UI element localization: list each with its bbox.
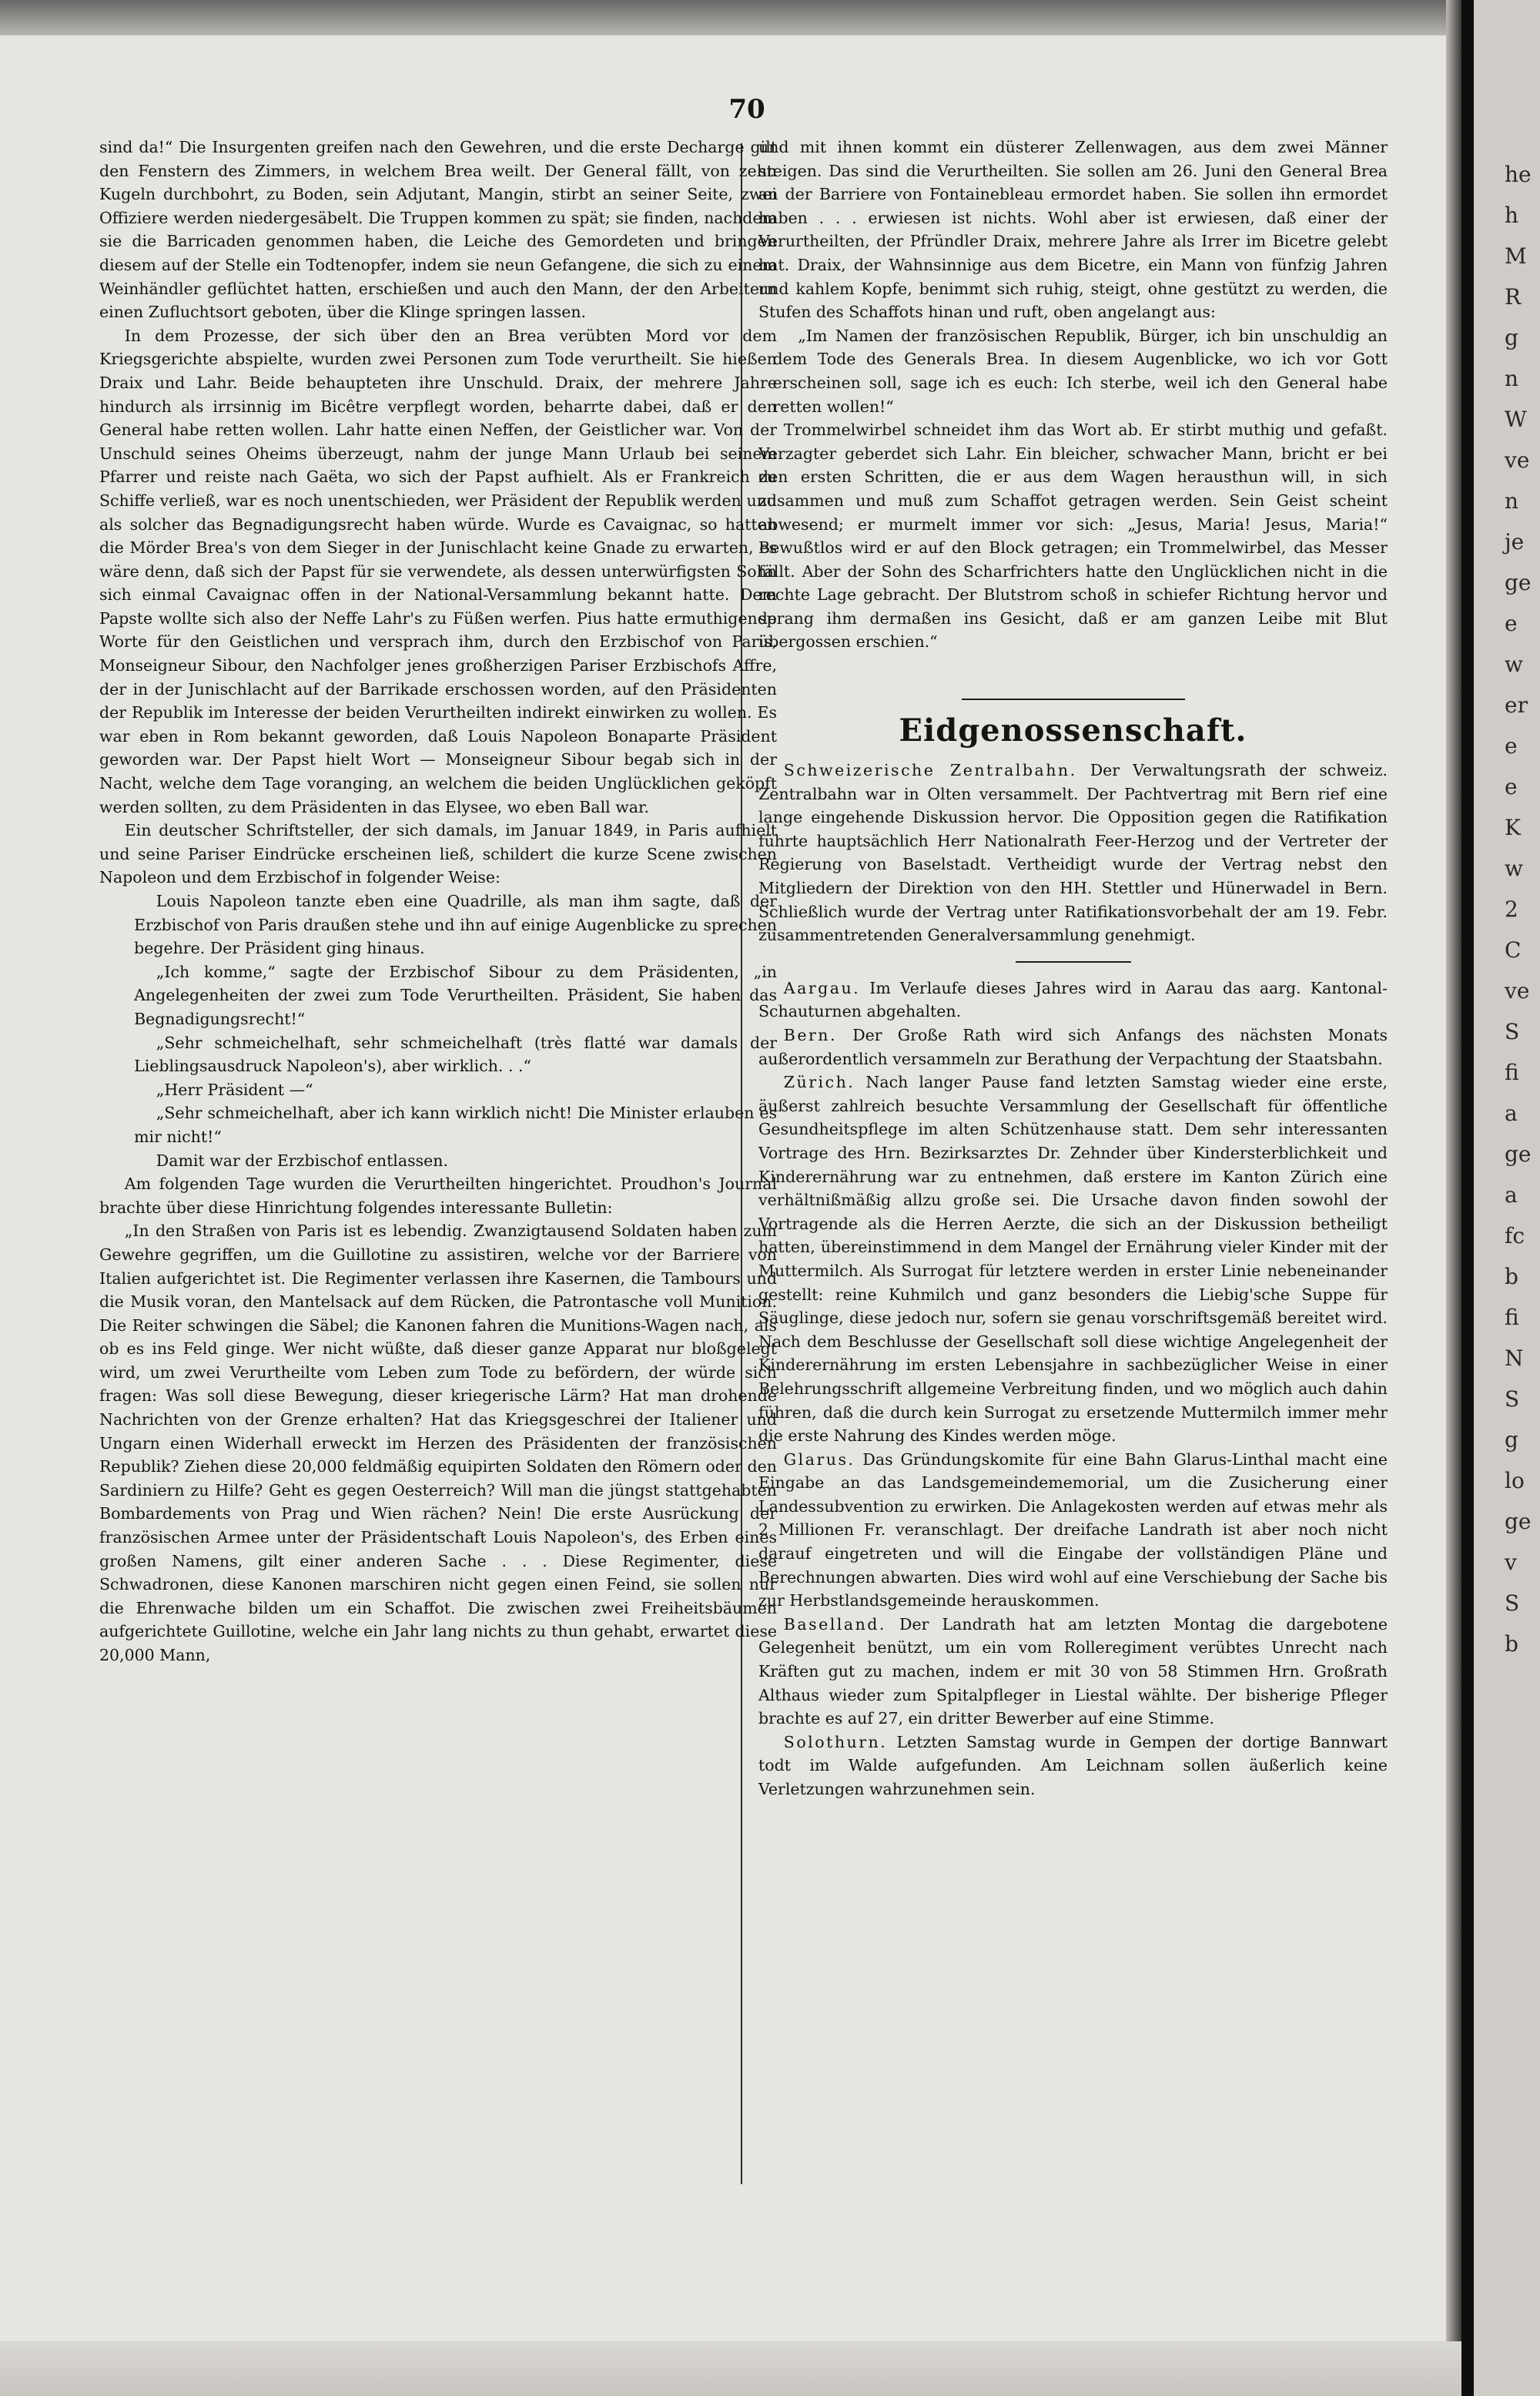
adjacent-page-fragment: g (1505, 325, 1518, 350)
news-place: Bern. (783, 1026, 838, 1044)
adjacent-page-fragment: b (1505, 1631, 1518, 1657)
adjacent-page-fragment: ge (1505, 570, 1532, 595)
quote-paragraph: „Herr Präsident —“ (156, 1080, 313, 1099)
section-heading: Eidgenossenschaft. (899, 712, 1247, 749)
adjacent-page-fragment: 2 (1505, 896, 1518, 922)
news-text: Der Landrath hat am letzten Montag die dargebotene Gelegenheit benützt, um ein vom Rolleregiment verübtes Unrecht nach Kräften gut zu machen, indem er mit 30 von 58 Stimmen Hrn. Großrath Althaus wieder zum Spitalpfleger in Liestal wählte. Der bisherige Pfleger brachte es auf 27, ein dritter Bewerber auf eine Stimme. (758, 1614, 1388, 1728)
quote-paragraph: Damit war der Erzbischof entlassen. (156, 1151, 448, 1170)
adjacent-page-fragment: w (1505, 652, 1523, 677)
news-text: Das Gründungskomite für eine Bahn Glarus-Linthal macht eine Eingabe an das Landsgemeindememorial, um die Zusicherung einer Landessubvention zu erwirken. Die Anlagekosten werden auf etwas mehr als 2 Millionen Fr. veranschlagt. Der dreifache Landrath ist aber noch nicht darauf eingetreten und will die Eingabe der vollständigen Pläne und Berechnungen abwarten. Dies wird wohl auf eine Verschiebung der Sache bis zur Herbstlandsgemeinde herauskommen. (758, 1449, 1388, 1610)
news-item (758, 1024, 1388, 1071)
bulletin-closing: Trommelwirbel schneidet ihm das Wort ab. Er stirbt muthig und gefaßt. Verzagter geberdet sich Lahr. Ein bleicher, schwacher Mann, bricht er bei den ersten Schritten, die er aus dem Wagen herausthun will, in sich zusammen und muß zum Schaffot getragen werden. Sein Geist scheint abwesend; er murmelt immer vor sich: „Jesus, Maria! Jesus, Maria!“ Bewußtlos wird er auf den Block getragen; ein Trommelwirbel, das Messer fällt. Aber der Sohn des Scharfrichters hatte den Unglücklichen nicht in die rechte Lage gebracht. Der Blutstrom schoß in schiefer Richtung hervor und sprang ihm dermaßen ins Gesicht, daß er am ganzen Leibe mit Blut übergossen erschien.“ (758, 421, 1388, 652)
news-place: Glarus. (783, 1449, 855, 1469)
news-place: Solothurn. (783, 1732, 888, 1751)
adjacent-page-fragment: M (1505, 243, 1527, 269)
news-item (758, 759, 1388, 947)
adjacent-page-fragment: fc (1505, 1223, 1525, 1248)
article-paragraph: In dem Prozesse, der sich über den an Brea verübten Mord vor dem Kriegsgerichte abspielte, wurden zwei Personen zum Tode verurtheilt. Sie hießen Draix und Lahr. Beide behaupteten ihre Unschuld. Draix, der mehrere Jahre hindurch als irrsinnig im Bicêtre verpflegt worden, beharrte dabei, daß er den General habe retten wollen. Lahr hatte einen Neffen, der Geistlicher war. Von der Unschuld seines Oheims überzeugt, nahm der junge Mann Urlaub bei seinem Pfarrer und reiste nach Gaëta, wo sich der Papst aufhielt. Als er Frankreich zu Schiffe verließ, war es noch unentschieden, wer Präsident der Republik werden und als solcher das Begnadigungsrecht haben würde. Wurde es Cavaignac, so hatten die Mörder Brea's von dem Sieger in der Junischlacht keine Gnade zu erwarten, es wäre denn, daß sich der Papst für sie verwendete, als dessen unterwürfigsten Sohn sich einmal Cavaignac offen in der National-Versammlung bekannt hatte. Dem Papste wollte sich also der Neffe Lahr's zu Füßen werfen. Pius hatte ermuthigende Worte für den Geistlichen und versprach ihm, durch den Erzbischof von Paris, Monseigneur Sibour, den Nachfolger jenes großherzigen Pariser Erzbischofs Affre, der in der Junischlacht auf der Barrikade erschossen worden, auf den Präsidenten der Republik im Interesse der beiden Verurtheilten indirekt einwirken zu wollen. Es war eben in Rom bekannt geworden, daß Louis Napoleon Bonaparte Präsident geworden war. Der Papst hielt Wort — Monseigneur Sibour begab sich in der Nacht, welche dem Tage voranging, an welchem die beiden Unglücklichen geköpft werden sollten, zu dem Präsidenten in das Elysee, wo eben Ball war. (99, 326, 777, 816)
news-item (758, 977, 1388, 1024)
news-item (758, 1448, 1388, 1613)
scan-black-border (1461, 0, 1474, 2396)
adjacent-page-fragment: N (1505, 1345, 1524, 1371)
news-text: Letzten Samstag wurde in Gempen der dortige Bannwart todt im Walde aufgefunden. Am Leichnam sollen äußerlich keine Verletzungen wahrzunehmen sein. (758, 1732, 1388, 1798)
adjacent-page-text (1505, 154, 1540, 1664)
quote-paragraph: „Sehr schmeichelhaft, aber ich kann wirklich nicht! Die Minister erlauben es mir nicht!“ (134, 1104, 777, 1146)
news-text: Nach langer Pause fand letzten Samstag wieder eine erste, äußerst zahlreich besuchte Versammlung der Gesellschaft für öffentliche Gesundheitspflege im alten Schützenhause statt. Dem sehr interessanten Vortrage des Hrn. Bezirksarztes Dr. Zehnder über Kindersterblichkeit und Kinderernährung war zu entnehmen, daß erstere im Kanton Zürich eine verhältnißmäßig allzu große sei. Die Ursache davon finden sowohl der Vortragende als die Herren Aerzte, die sich an der Diskussion betheiligt hatten, übereinstimmend in dem Mangel der Ernährung vieler Kinder mit der Muttermilch. Als Surrogat für letztere werden in erster Linie nebeneinander gestellt: reine Kuhmilch und ganz besonders die Liebig'sche Suppe für Säuglinge, diese jedoch nur, sofern sie genau vorschriftsgemäß bereitet wird. Nach dem Beschlusse der Gesellschaft soll diese wichtige Angelegenheit der Kinderernährung im ersten Lebensjahre in sachbezüglicher Weise in einer Belehrungsschrift allgemeine Verbreitung finden, und wo möglich auch dahin führen, daß die durch kein Surrogat zu ersetzende Muttermilch immer mehr die erste Nahrung des Kindes werden möge. (758, 1073, 1388, 1446)
bulletin-quote: „Im Namen der französischen Republik, Bürger, ich bin unschuldig an dem Tode des Generals Brea. In diesem Augenblicke, wo ich vor Gott erscheinen soll, sage ich es euch: Ich sterbe, weil ich den General habe retten wollen!“ (772, 326, 1388, 416)
article-paragraph: Am folgenden Tage wurden die Verurtheilten hingerichtet. Proudhon's Journal brachte über diese Hinrichtung folgendes interessante Bulletin: (99, 1175, 777, 1217)
right-column (758, 136, 1388, 1801)
section-rule (962, 699, 1185, 700)
adjacent-page-fragment: v (1505, 1550, 1517, 1575)
quote-paragraph: „Ich komme,“ sagte der Erzbischof Sibour zu dem Präsidenten, „in Angelegenheiten der zwei zum Tode Verurtheilten. Präsident, Sie haben das Begnadigungsrecht!“ (134, 962, 777, 1028)
bulletin-continuation: und mit ihnen kommt ein düsterer Zellenwagen, aus dem zwei Männer steigen. Das sind die Verurtheilten. Sie sollen am 26. Juni den General Brea an der Barriere von Fontainebleau ermordet haben. Sie sollen ihn ermordet haben . . . erwiesen ist nichts. Wohl aber ist erwiesen, daß einer der Verurtheilten, der Pfründler Draix, mehrere Jahre als Irrer im Bicetre gelebt hat. Draix, der Wahnsinnige aus dem Bicetre, ein Mann von fünfzig Jahren und kahlem Kopfe, benimmt sich ruhig, steigt, ohne gestützt zu werden, die Stufen des Schaffots hinan und ruft, oben angelangt aus: (758, 138, 1388, 322)
news-text: Der Verwaltungsrath der schweiz. Zentralbahn war in Olten versammelt. Der Pachtvertrag mit Bern rief eine lange eingehende Diskussion hervor. Die Opposition gegen die Ratifikation führte hauptsächlich Herr Nationalrath Feer-Herzog und der Vertreter der Regierung von Baselstadt. Vertheidigt wurde der Vertrag nebst den Mitgliedern der Direktion von den HH. Stettler und Hünerwadel in Bern. Schließlich wurde der Vertrag unter Ratifikationsvorbehalt der am 19. Febr. zusammentretenden Generalversammlung genehmigt. (758, 761, 1388, 945)
adjacent-page-fragment: ge (1505, 1509, 1532, 1534)
news-item (758, 1731, 1388, 1801)
adjacent-page-fragment: e (1505, 733, 1518, 759)
adjacent-page-fragment: R (1505, 284, 1522, 310)
quote-paragraph: „Sehr schmeichelhaft, sehr schmeichelhaft (très flatté war damals der Lieblingsausdruck Napoleon's), aber wirklich. . .“ (134, 1033, 777, 1076)
adjacent-page-fragment: ve (1505, 978, 1530, 1004)
news-place: Schweizerische Zentralbahn. (783, 761, 1077, 780)
article-paragraph: Ein deutscher Schriftsteller, der sich damals, im Januar 1849, in Paris aufhielt und seine Pariser Eindrücke erscheinen ließ, schildert die kurze Scene zwischen Napoleon und dem Erzbischof in folgender Weise: (99, 821, 777, 887)
news-separator (1016, 961, 1131, 963)
news-item (758, 1071, 1388, 1448)
page-number: 70 (728, 94, 765, 125)
page-gutter-shadow (1446, 0, 1461, 2396)
adjacent-page-fragment: g (1505, 1427, 1518, 1453)
adjacent-page-fragment: e (1505, 774, 1518, 799)
news-place: Zürich. (783, 1073, 855, 1092)
adjacent-page-fragment: C (1505, 937, 1522, 963)
news-text: Der Große Rath wird sich Anfangs des nächsten Monats außerordentlich versammeln zur Berathung der Verpachtung der Staatsbahn. (758, 1026, 1388, 1068)
adjacent-page-fragment: ve (1505, 447, 1530, 473)
news-place: Aargau. (783, 978, 861, 997)
adjacent-page-fragment: n (1505, 366, 1519, 391)
adjacent-page-fragment: S (1505, 1590, 1520, 1616)
adjacent-page-fragment: a (1505, 1101, 1518, 1126)
adjacent-page-fragment: n (1505, 488, 1519, 514)
adjacent-page-fragment: a (1505, 1182, 1518, 1208)
left-column (99, 136, 777, 1667)
scan-top-edge (0, 0, 1540, 35)
adjacent-page-fragment: K (1505, 815, 1521, 840)
adjacent-page-fragment: S (1505, 1019, 1520, 1044)
news-text: Im Verlaufe dieses Jahres wird in Aarau das aarg. Kantonal-Schauturnen abgehalten. (758, 978, 1388, 1021)
adjacent-page-fragment: ge (1505, 1141, 1532, 1167)
adjacent-page-fragment: S (1505, 1386, 1520, 1412)
adjacent-page-fragment: fi (1505, 1305, 1519, 1330)
adjacent-page-fragment: e (1505, 611, 1518, 636)
adjacent-page-fragment: W (1505, 407, 1527, 432)
article-paragraph: sind da!“ Die Insurgenten greifen nach den Gewehren, und die erste Decharge gilt den Fenstern des Zimmers, in welchem Brea weilt. Der General fällt, von zehn Kugeln durchbohrt, zu Boden, sein Adjutant, Mangin, stirbt an seiner Seite, zwei Offiziere werden niedergesäbelt. Die Truppen kommen zu spät; sie finden, nachdem sie die Barricaden genommen haben, die Leiche des Gemordeten und bringen diesem auf der Stelle ein Todtenopfer, indem sie neun Gefangene, die sich zu einem Weinhändler geflüchtet hatten, erschießen und auch den Mann, der den Arbeitern einen Zufluchtsort geboten, über die Klinge springen lassen. (99, 138, 777, 322)
adjacent-page-fragment: h (1505, 203, 1519, 228)
adjacent-page-fragment: fi (1505, 1060, 1519, 1085)
news-item (758, 1613, 1388, 1731)
adjacent-page-fragment: lo (1505, 1468, 1525, 1493)
scan-bottom-edge (0, 2341, 1461, 2396)
quoted-passage (99, 890, 777, 1172)
adjacent-page-fragment: w (1505, 856, 1523, 881)
adjacent-page-strip (1474, 0, 1540, 2396)
adjacent-page-fragment: he (1505, 162, 1532, 187)
quote-paragraph: Louis Napoleon tanzte eben eine Quadrille, als man ihm sagte, daß der Erzbischof von Paris draußen stehe und ihn auf einige Augenblicke zu sprechen begehre. Der Präsident ging hinaus. (134, 892, 777, 958)
adjacent-page-fragment: b (1505, 1264, 1518, 1289)
news-place: Baselland. (783, 1614, 886, 1634)
bulletin-paragraph: „In den Straßen von Paris ist es lebendig. Zwanzigtausend Soldaten haben zum Gewehre gegriffen, um die Guillotine zu assistiren, welche vor der Barriere von Italien aufgerichtet ist. Die Regimenter verlassen ihre Kasernen, die Tambours und die Musik voran, den Mantelsack auf dem Rücken, die Patrontasche voll Munition. Die Reiter schwingen die Säbel; die Kanonen fahren die Munitions-Wagen nach, als ob es ins Feld ginge. Wer nicht wüßte, daß dieser ganze Apparat nur bloßgelegt wird, um zwei Verurtheilte vom Leben zum Tode zu befördern, der würde sich fragen: Was soll diese Bewegung, dieser kriegerische Lärm? Hat man drohende Nachrichten von der Grenze erhalten? Hat das Kriegsgeschrei der Italiener und Ungarn einen Widerhall erweckt im Herzen des Präsidenten der französischen Republik? Ziehen diese 20,000 feldmäßig equipirten Soldaten den Römern oder den Sardiniern zu Hilfe? Geht es gegen Oesterreich? Will man die jüngst stattgehabten Bombardements von Prag und Wien rächen? Nein! Die erste Ausrückung der französischen Armee unter der Präsidentschaft Louis Napoleon's, des Erben eines großen Namens, gilt einer anderen Sache . . . Diese Regimenter, diese Schwadronen, diese Kanonen marschiren nicht gegen einen Feind, sie sollen nur die Ehrenwache bilden um ein Schaffot. Die zwischen zwei Freiheitsbäumen aufgerichtete Guillotine, welche ein Jahr lang nichts zu thun gehabt, erwartet diese 20,000 Mann, (99, 1221, 777, 1664)
adjacent-page-fragment: je (1505, 529, 1525, 555)
adjacent-page-fragment: er (1505, 692, 1528, 718)
